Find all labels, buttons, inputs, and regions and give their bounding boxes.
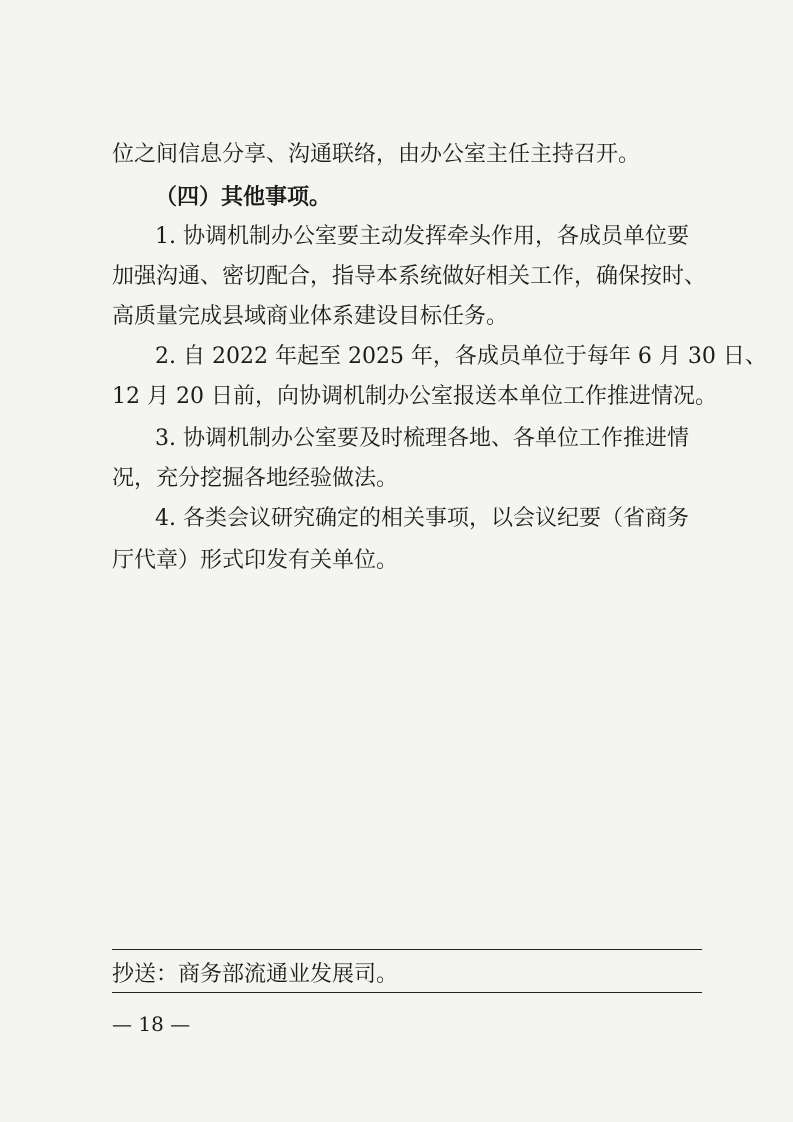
paragraph-line: 厅代章）形式印发有关单位。	[112, 548, 399, 573]
paragraph-line: 4. 各类会议研究确定的相关事项，以会议纪要（省商务	[155, 506, 689, 531]
paragraph-line: 3. 协调机制办公室要及时梳理各地、各单位工作推进情	[155, 426, 689, 451]
paragraph-line: 位之间信息分享、沟通联络，由办公室主任主持召开。	[112, 142, 641, 167]
page-number: — 18 —	[112, 1012, 191, 1036]
paragraph-line: 加强沟通、密切配合，指导本系统做好相关工作，确保按时、	[112, 264, 707, 289]
paragraph-line: 况，充分挖掘各地经验做法。	[112, 466, 399, 491]
section-heading: （四）其他事项。	[155, 184, 332, 210]
bottom-rule	[112, 992, 702, 993]
paragraph-line: 高质量完成县域商业体系建设目标任务。	[112, 304, 509, 329]
cc-line: 抄送：商务部流通业发展司。	[112, 962, 399, 987]
paragraph-line: 12 月 20 日前，向协调机制办公室报送本单位工作推进情况。	[112, 384, 717, 409]
paragraph-line: 2. 自 2022 年起至 2025 年，各成员单位于每年 6 月 30 日、	[155, 344, 767, 369]
top-rule	[112, 949, 702, 950]
paragraph-line: 1. 协调机制办公室要主动发挥牵头作用，各成员单位要	[155, 224, 689, 249]
